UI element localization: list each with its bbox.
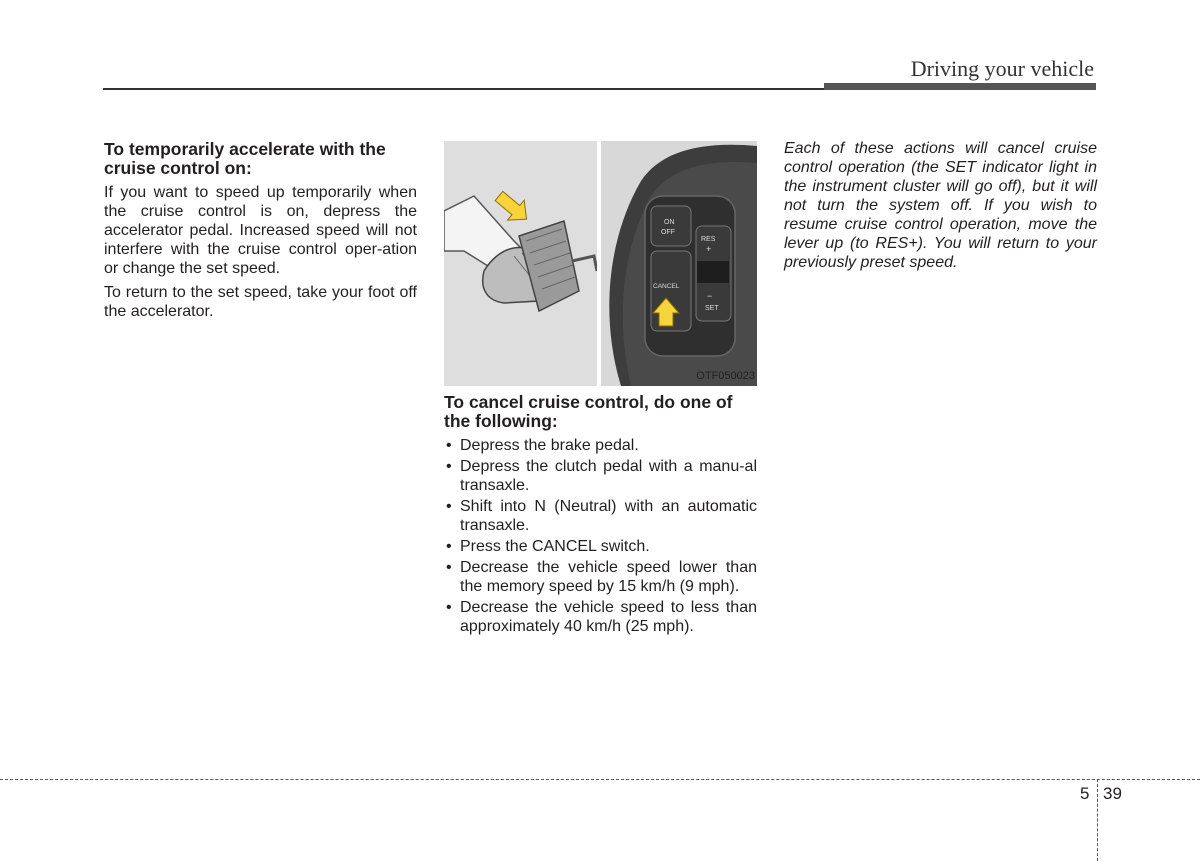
cancel-methods-list (444, 436, 757, 636)
column-middle (444, 393, 757, 638)
chapter-number: 5 (1080, 784, 1090, 803)
accelerator-pedal-illustration (444, 141, 597, 386)
list-item-text: Shift into N (Neutral) with an automatic transaxle. (460, 498, 757, 534)
column-right (784, 139, 1097, 277)
list-item (444, 436, 757, 455)
bullet: • (446, 437, 452, 454)
section-heading-accelerate: To temporarily accelerate with the cruise control on: (104, 139, 386, 178)
list-item (444, 558, 757, 596)
figure-code: OTF050023 (696, 370, 755, 382)
plus-label: + (706, 244, 712, 254)
bullet: • (446, 498, 452, 515)
header-rule (103, 88, 825, 90)
page-header-title: Driving your vehicle (910, 56, 1094, 81)
list-item (444, 497, 757, 535)
on-label: ON (664, 219, 675, 226)
list-item-text: Depress the clutch pedal with a manu-al transaxle. (460, 458, 757, 494)
footer-rule (0, 779, 1200, 780)
header-rule-accent (824, 83, 1096, 90)
list-item-text: Depress the brake pedal. (460, 437, 639, 454)
paragraph-return-speed: To return to the set speed, take your foot off the accelerator. (104, 284, 417, 320)
bullet: • (446, 559, 452, 576)
set-label: SET (705, 305, 719, 312)
list-item-text: Decrease the vehicle speed lower than the memory speed by 15 km/h (9 mph). (460, 559, 757, 595)
paragraph-accelerate: If you want to speed up temporarily when the cruise control is on, depress the accelerator pedal. Increased speed will not interfere with the cruise control oper-ation or change the set speed. (104, 184, 417, 277)
cancel-label: CANCEL (653, 283, 680, 290)
list-item (444, 598, 757, 636)
section-heading-cancel: To cancel cruise control, do one of the following: (444, 392, 733, 431)
list-item-text: Press the CANCEL switch. (460, 538, 650, 555)
list-item (444, 537, 757, 556)
list-item-text: Decrease the vehicle speed to less than approximately 40 km/h (25 mph). (460, 599, 757, 635)
paragraph-cancel-note: Each of these actions will cancel cruise control operation (the SET indicator light in the instrument cluster will go off), but it will not turn the system off. If you wish to resume cruise control operation, move the lever up (to RES+). You will return to your previously preset speed. (784, 140, 1097, 271)
footer-divider (1097, 779, 1098, 861)
bullet: • (446, 458, 452, 475)
cruise-control-figure (444, 141, 757, 388)
minus-label: − (707, 291, 713, 301)
list-item (444, 457, 757, 495)
off-label: OFF (661, 229, 675, 236)
bullet: • (446, 538, 452, 555)
steering-switch-illustration (601, 141, 757, 386)
bullet: • (446, 599, 452, 616)
res-label: RES (701, 236, 716, 243)
column-left (104, 140, 417, 326)
page-number: 39 (1103, 784, 1122, 803)
